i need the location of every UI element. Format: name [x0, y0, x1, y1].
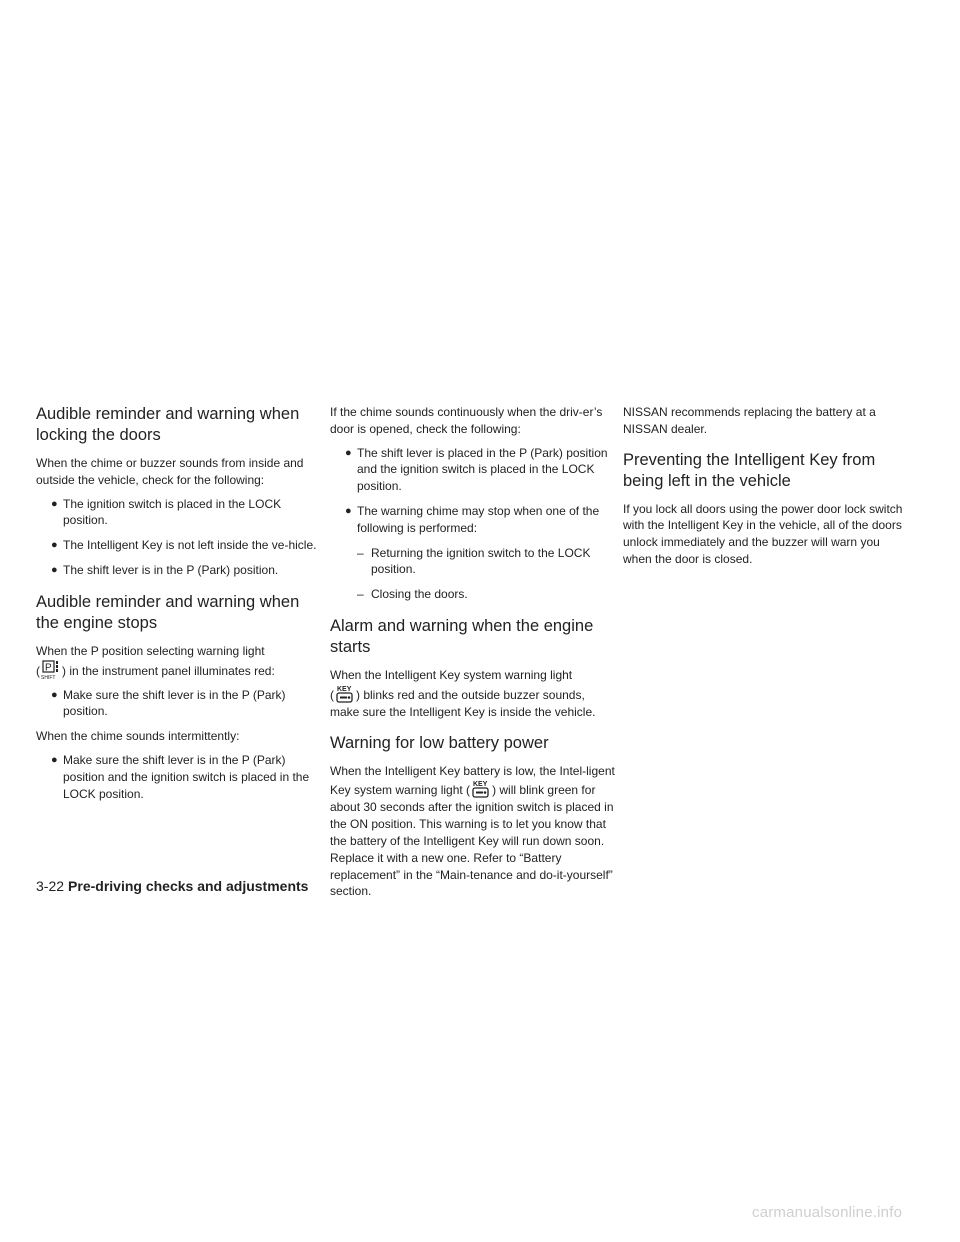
paragraph-chime-inside-outside: When the chime or buzzer sounds from inside and outside the vehicle, check for the following:: [36, 456, 304, 487]
shift-label: SHIFT: [41, 674, 56, 680]
list-item: ● The ignition switch is placed in the LOCK position.: [51, 496, 282, 528]
key-label: KEY: [337, 685, 352, 693]
list-item: – Closing the doors.: [357, 587, 468, 602]
list-item: ● The shift lever is in the P (Park) position.: [51, 562, 279, 577]
bullet-icon: ●: [51, 563, 58, 576]
bullet-icon: ●: [51, 753, 58, 766]
bullet-icon: ●: [345, 446, 352, 459]
dash-icon: –: [357, 587, 364, 602]
column-1: [36, 404, 322, 810]
bullet-icon: ●: [345, 504, 352, 517]
paragraph-chime-intermittent: When the chime sounds intermittently:: [36, 729, 240, 744]
heading-engine-stops: Audible reminder and warning when the engine stops: [36, 592, 300, 632]
list-item: ● The warning chime may stop when one of the following is performed:: [345, 503, 600, 535]
bullet-icon: ●: [51, 688, 58, 701]
p-label: P: [45, 662, 52, 674]
paragraph-p-position-warning: When the P position selecting warning light ( P SHIFT ) in the instrument panel illuminates red:: [36, 643, 275, 680]
list-item: ● The shift lever is placed in the P (Park) position and the ignition switch is placed in the LOCK position.: [345, 445, 608, 494]
column-3: [623, 404, 909, 575]
paragraph-key-warning-red: When the Intelligent Key system warning light ( KEY ) blinks red and the outside buzzer sounds, make sure the Intelligent Key is inside the vehicle.: [330, 667, 596, 719]
paragraph-chime-continuous: If the chime sounds continuously when the driv-er’s door is opened, check the following:: [330, 405, 603, 436]
list-item: ● Make sure the shift lever is in the P (Park) position.: [51, 687, 286, 719]
p-shift-warning-icon: [40, 660, 62, 680]
paragraph-battery-replacement: NISSAN recommends replacing the battery at a NISSAN dealer.: [623, 405, 876, 436]
key-warning-icon: [334, 684, 356, 704]
key-warning-icon: [470, 779, 492, 799]
bullet-icon: ●: [51, 497, 58, 510]
heading-key-left-in-vehicle: Preventing the Intelligent Key from being left in the vehicle: [623, 450, 876, 490]
paragraph-key-left-in-vehicle: If you lock all doors using the power door lock switch with the Intelligent Key in the vehicle, all of the doors unlock immediately and the buzzer will warn you when the door is closed.: [623, 501, 903, 566]
bullet-icon: ●: [51, 539, 58, 552]
dash-icon: –: [357, 545, 364, 560]
heading-locking-doors: Audible reminder and warning when locking the doors: [36, 405, 300, 444]
list-item: ● The Intelligent Key is not left inside the ve-hicle.: [51, 538, 317, 553]
page-number: 3-22: [36, 878, 65, 894]
column-2: [330, 404, 616, 907]
list-item: ● Make sure the shift lever is in the P (Park) position and the ignition switch is placed in the LOCK position.: [51, 752, 310, 801]
watermark: carmanualsonline.info: [752, 1204, 903, 1221]
key-label: KEY: [473, 781, 488, 789]
list-item: – Returning the ignition switch to the LOCK position.: [357, 545, 591, 577]
section-title: Pre-driving checks and adjustments: [68, 878, 309, 894]
page-footer: [36, 878, 308, 894]
paragraph-low-battery: When the Intelligent Key battery is low, the Intel-ligent Key system warning light ( KEY ) will blink green for about 30 seconds after the ignition switch is placed in the ON position. This warning is to let you know that the battery of the Intelligent Key will run down soon. Replace it with a new one. Refer to “Battery replacement” in the “Main-tenance and do-it-yourself” section.: [330, 763, 615, 899]
heading-engine-starts: Alarm and warning when the engine starts: [330, 616, 594, 656]
heading-low-battery: Warning for low battery power: [330, 733, 549, 752]
